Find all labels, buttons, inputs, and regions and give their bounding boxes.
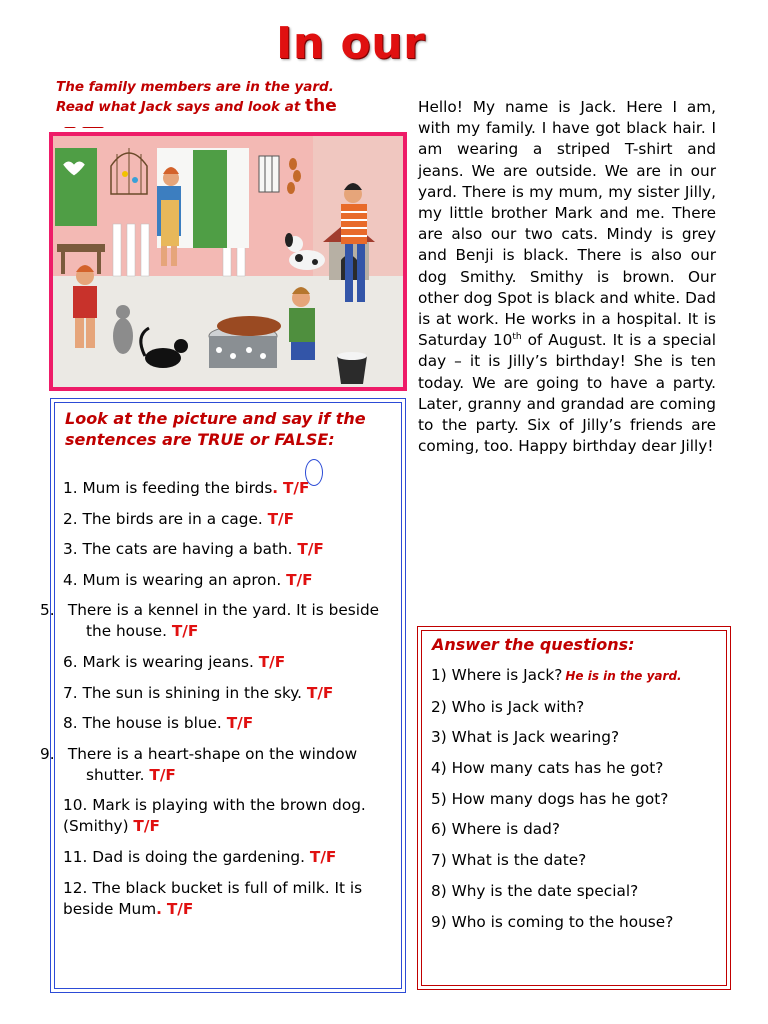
page-title: In our (276, 18, 426, 69)
tf-item-text: The black bucket is full of milk. It is beside Mum (63, 878, 363, 918)
tf-item-text: Mark is wearing jeans. (82, 652, 254, 671)
tf-item (63, 713, 399, 734)
tf-item-text: There is a kennel in the yard. It is beside the house. (67, 601, 380, 641)
tf-answer-mark: T/F (297, 540, 324, 559)
tf-item-number: 10. (63, 796, 88, 815)
true-false-section (40, 398, 406, 993)
tf-item (63, 795, 399, 837)
tf-answer-mark: T/F (258, 652, 286, 671)
black-bucket-icon (337, 352, 367, 384)
question-text: 8) Why is the date special? (431, 881, 639, 900)
question-text: 6) Where is dad? (431, 820, 561, 839)
question-item (431, 789, 731, 810)
tf-answer-mark: T/F (149, 765, 176, 784)
tf-item-text: Dad is doing the gardening. (92, 847, 306, 866)
question-item (431, 881, 731, 902)
bath-tub-icon (209, 316, 281, 368)
questions-list (431, 665, 731, 942)
tf-item-number: 2. (63, 509, 78, 528)
tf-item (63, 652, 399, 673)
tf-item-text: The sun is shining in the sky. (82, 683, 303, 702)
story-text: Hello! My name is Jack. Here I am, with my family. I have got black hair. I am wearing a striped T-shirt and jeans. We are outside. We are in our yard. There is my mum, my sister Jilly, my little brother Mark and me. There are also our two cats. Mindy is grey and Benji is black. There is also our dog Smithy. Smithy is brown. Our other dog Spot is black and white. Dad is at work. He works in a hospital. It is Saturday 10th of August. It is a special day – it is Jilly’s birthday! She is ten today. We are going to have a party. Later, granny and grandad are coming to the party. Six of Jilly’s friends are coming, too. Happy birthday dear Jilly! (418, 98, 717, 456)
tf-answer-mark: T/F (166, 899, 194, 918)
intro-instructions (56, 78, 396, 117)
tf-item-number: 4. (63, 570, 78, 589)
question-item (431, 819, 731, 840)
tf-item (63, 509, 399, 530)
question-item (431, 727, 731, 748)
tf-item-text: The birds are in a cage. (82, 509, 263, 528)
tf-item-text: Mark is playing with the brown dog. (Smithy) (63, 796, 366, 836)
questions-section (417, 626, 731, 990)
tf-item: 5. There is a kennel in the yard. It is beside the house. T/F (40, 601, 380, 641)
tf-item-text: Mum is wearing an apron. (82, 570, 282, 589)
true-false-list (40, 478, 399, 929)
question-item (431, 758, 731, 779)
tf-answer-mark: T/F (133, 817, 160, 836)
tf-item-text: The cats are having a bath. (82, 540, 293, 559)
question-item (431, 912, 731, 933)
question-text: 2) Who is Jack with? (431, 697, 585, 716)
tf-item-number: 7. (63, 683, 78, 702)
question-text: 4) How many cats has he got? (431, 759, 664, 778)
tf-item-number: 11. (63, 847, 88, 866)
tf-answer-mark: T/F (306, 683, 334, 702)
tf-item-number: 3. (63, 540, 78, 559)
question-text: 5) How many dogs has he got? (431, 789, 669, 808)
tf-item-text: The house is blue. (82, 714, 222, 733)
question-item (431, 665, 731, 687)
tf-answer-mark: T/F (309, 847, 337, 866)
intro-line-1: The family members are in the yard. (56, 79, 334, 95)
tf-item (63, 683, 399, 704)
tf-answer-mark: T/F (282, 479, 310, 497)
question-item (431, 697, 731, 718)
question-answer: He is in the yard. (565, 669, 682, 683)
tf-item-dot: . (156, 899, 162, 918)
question-item (431, 850, 731, 871)
tf-item (63, 539, 399, 560)
intro-line-2: Read what Jack says and look at the (56, 96, 337, 116)
tf-item-number: 6. (63, 652, 78, 671)
yard-family-illustration (49, 132, 407, 391)
smithy-dog-icon (217, 316, 281, 336)
questions-heading: Answer the questions: (432, 635, 635, 654)
tf-item-text: There is a heart-shape on the window shutter. (67, 744, 358, 784)
tf-answer-mark: T/F (267, 509, 295, 528)
pen-circle-mark (305, 459, 323, 486)
tf-item (63, 478, 399, 499)
question-text: 7) What is the date? (431, 851, 587, 870)
tf-item-number: 1. (63, 479, 78, 497)
tf-item: 9. There is a heart-shape on the window shutter. T/F (40, 744, 358, 784)
tf-item-text: Mum is feeding the birds (82, 479, 273, 497)
tf-answer-mark: T/F (171, 622, 199, 641)
question-text: 9) Who is coming to the house? (431, 912, 674, 931)
question-text: 1) Where is Jack? (431, 666, 563, 684)
tf-item-number: 8. (63, 714, 78, 733)
tf-item (63, 878, 399, 920)
question-text: 3) What is Jack wearing? (431, 728, 620, 747)
tf-item-number: 12. (63, 878, 88, 897)
tf-answer-mark: T/F (286, 570, 313, 589)
intro-cut-off-text (56, 116, 396, 128)
tf-item (63, 847, 399, 868)
tf-answer-mark: T/F (226, 714, 254, 733)
window-shutter (55, 148, 97, 226)
tf-item-dot: . (272, 479, 279, 497)
tf-item (63, 570, 399, 591)
true-false-heading: Look at the picture and say if the sentences are TRUE or FALSE: (65, 409, 366, 449)
